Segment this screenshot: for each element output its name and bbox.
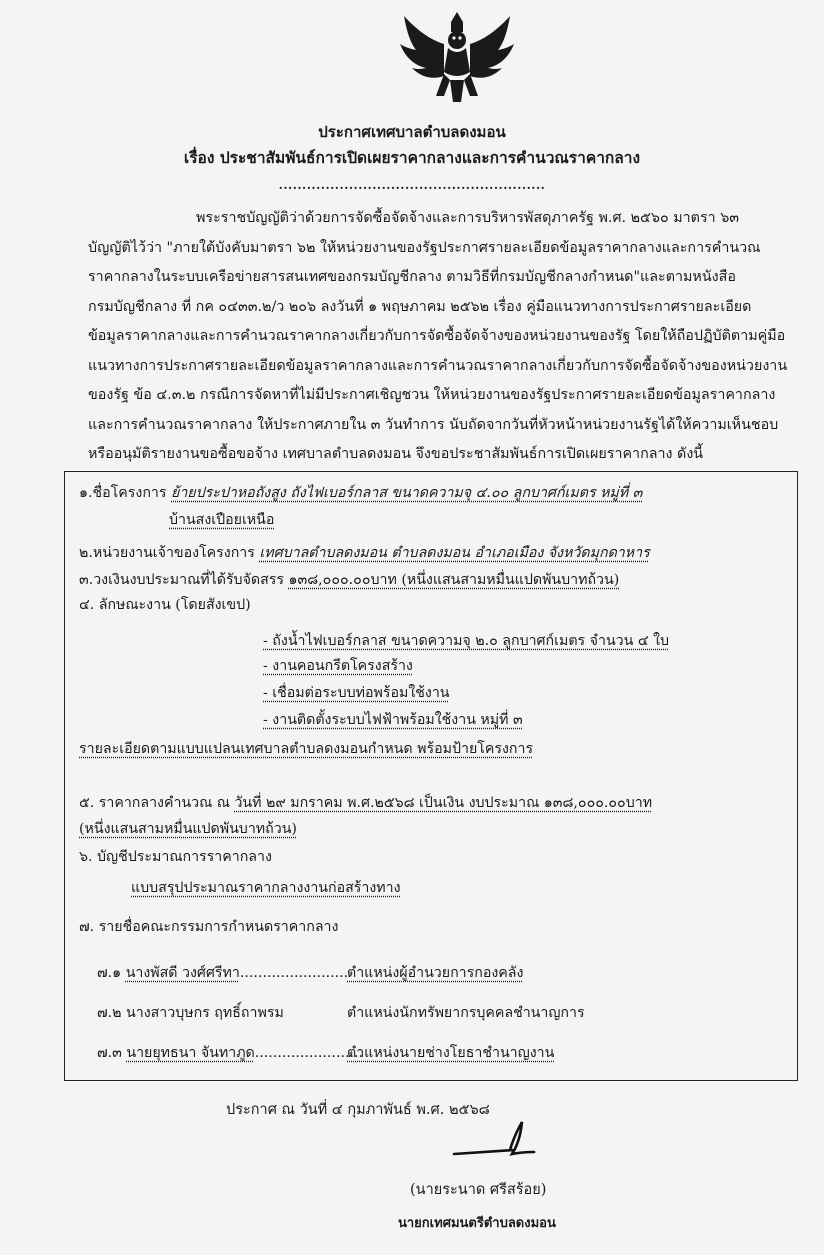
garuda-emblem-icon — [392, 8, 522, 108]
committee-position: ตำแหน่งนักทรัพยากรบุคคลชำนาญการ — [347, 1005, 585, 1021]
price-row — [79, 792, 652, 814]
body-line: กรมบัญชีกลาง ที่ กค ๐๔๓๓.๒/ว ๒๐๖ ลงวันที่ ๑ พฤษภาคม ๒๕๖๒ เรื่อง คู่มือแนวทางการประกาศรายละเอียด — [88, 298, 752, 315]
price-words: (หนึ่งแสนสามหมื่นแปดพันบาทถ้วน) — [79, 821, 297, 837]
owner-value: เทศบาลตำบลดงมอน ตำบลดงมอน อำเภอเมือง จังหวัดมุกดาหาร — [259, 545, 650, 561]
body-line: ของรัฐ ข้อ ๔.๓.๒ กรณีการจัดหาที่ไม่มีประกาศเชิญชวน ให้หน่วยงานของรัฐประกาศรายละเอียดข้อมูลราคากลาง — [88, 387, 776, 403]
body-line: แนวทางการประกาศรายละเอียดข้อมูลราคากลางและการคำนวณราคากลางเกี่ยวกับการจัดซื้อจัดจ้างของหน่วยงาน — [88, 357, 788, 374]
spec-label: ๔. ลักษณะงาน (โดยสังเขป) — [79, 597, 251, 613]
committee-no: ๗.๑ — [97, 965, 126, 981]
body-paragraph — [88, 204, 808, 470]
committee-label: ๗. รายชื่อคณะกรรมการกำหนดราคากลาง — [79, 919, 339, 935]
committee-member — [97, 962, 348, 984]
document-subject: เรื่อง ประชาสัมพันธ์การเปิดเผยราคากลางและการคำนวณราคากลาง — [183, 148, 641, 167]
body-line: พระราชบัญญัติว่าด้วยการจัดซื้อจัดจ้างและการบริหารพัสดุภาครัฐ พ.ศ. ๒๕๖๐ มาตรา ๖๓ — [196, 210, 740, 226]
signature — [440, 1120, 550, 1170]
body-line: ราคากลางในระบบเครือข่ายสารสนเทศของกรมบัญชีกลาง ตามวิธีที่กรมบัญชีกลางกำหนด"และตามหนังสือ — [88, 269, 736, 285]
price-label: ๕. ราคากลางคำนวณ ณ — [79, 795, 235, 811]
spec-item: - งานติดตั้งระบบไฟฟ้าพร้อมใช้งาน หมู่ที่ ๓ — [263, 712, 523, 728]
project-name-label: ๑.ชื่อโครงการ — [79, 485, 172, 501]
owner-row — [79, 542, 650, 564]
document-title: ประกาศเทศบาลตำบลดงมอน — [318, 123, 506, 141]
price-value: วันที่ ๒๙ มกราคม พ.ศ.๒๕๖๘ เป็นเงิน งบประมาณ ๑๓๘,๐๐๐.๐๐บาท — [234, 795, 653, 811]
announce-date: ประกาศ ณ วันที่ ๔ กุมภาพันธ์ พ.ศ. ๒๕๖๘ — [226, 1102, 490, 1118]
estimate-value: แบบสรุปประมาณราคากลางงานก่อสร้างทาง — [131, 880, 401, 896]
budget-row — [79, 569, 619, 591]
body-line: ข้อมูลราคากลางและการคำนวณราคากลางเกี่ยวกับการจัดซื้อจัดจ้างของหน่วยงานของรัฐ โดยให้ถือปฏิบัติตามคู่มือ — [88, 328, 786, 344]
budget-value: ๑๓๘,๐๐๐.๐๐บาท (หนึ่งแสนสามหมื่นแปดพันบาทถ้วน) — [288, 572, 620, 588]
body-line: และการคำนวณราคากลาง ให้ประกาศภายใน ๓ วันทำการ นับถัดจากวันที่หัวหน้าหน่วยงานรัฐได้ให้ความเห็นชอบ — [88, 416, 779, 433]
committee-no: ๗.๓ — [97, 1045, 127, 1061]
spec-item: - ถังน้ำไฟเบอร์กลาส ขนาดความจุ ๒.๐ ลูกบาศก์เมตร จำนวน ๔ ใบ — [263, 633, 670, 649]
committee-member — [97, 1002, 284, 1024]
committee-name: นายยุทธนา จันทาภูด — [126, 1045, 255, 1061]
project-name-value: ย้ายประปาหอถังสูง ถังไฟเบอร์กลาส ขนาดความจุ ๔.๐๐ ลูกบาศก์เมตร หมู่ที่ ๓ — [171, 485, 643, 501]
committee-name: นางพัสดี วงศ์ศรีทา — [125, 965, 240, 981]
title-separator: ......................................................... — [278, 178, 546, 192]
owner-label: ๒.หน่วยงานเจ้าของโครงการ — [79, 545, 260, 561]
project-name-row — [79, 482, 642, 504]
spec-note: รายละเอียดตามแบบแปลนเทศบาลตำบลดงมอนกำหนด พร้อมป้ายโครงการ — [79, 741, 534, 757]
signer-title: นายกเทศมนตรีตำบลดงมอน — [398, 1216, 556, 1231]
committee-name: นางสาวบุษกร ฤทธิ์ถาพรม — [126, 1005, 284, 1021]
project-details-box — [64, 471, 798, 1081]
signer-name: (นายระนาด ศรีสร้อย) — [410, 1182, 547, 1198]
project-name-value-cont: บ้านสงเปือยเหนือ — [169, 512, 275, 528]
committee-dots: ........................ — [254, 1045, 364, 1061]
spec-item: - เชื่อมต่อระบบท่อพร้อมใช้งาน — [263, 685, 450, 701]
committee-position: ตำแหน่งผู้อำนวยการกองคลัง — [347, 965, 524, 981]
committee-member — [97, 1042, 363, 1064]
committee-no: ๗.๒ — [97, 1005, 127, 1021]
budget-label: ๓.วงเงินงบประมาณที่ได้รับจัดสรร — [79, 572, 289, 588]
body-line: บัญญัติไว้ว่า "ภายใต้บังคับมาตรา ๖๒ ให้หน่วยงานของรัฐประกาศรายละเอียดข้อมูลราคากลางและการคำนวณ — [88, 239, 761, 256]
committee-position: ตำแหน่งนายช่างโยธาชำนาญงาน — [347, 1045, 555, 1061]
body-line: หรืออนุมัติรายงานขอซื้อขอจ้าง เทศบาลตำบลดงมอน จึงขอประชาสัมพันธ์การเปิดเผยราคากลาง ดังนี้ — [88, 446, 704, 462]
spec-item: - งานคอนกรีตโครงสร้าง — [263, 658, 413, 674]
committee-dots: ........................ — [239, 965, 349, 981]
estimate-label: ๖. บัญชีประมาณการราคากลาง — [79, 849, 272, 865]
